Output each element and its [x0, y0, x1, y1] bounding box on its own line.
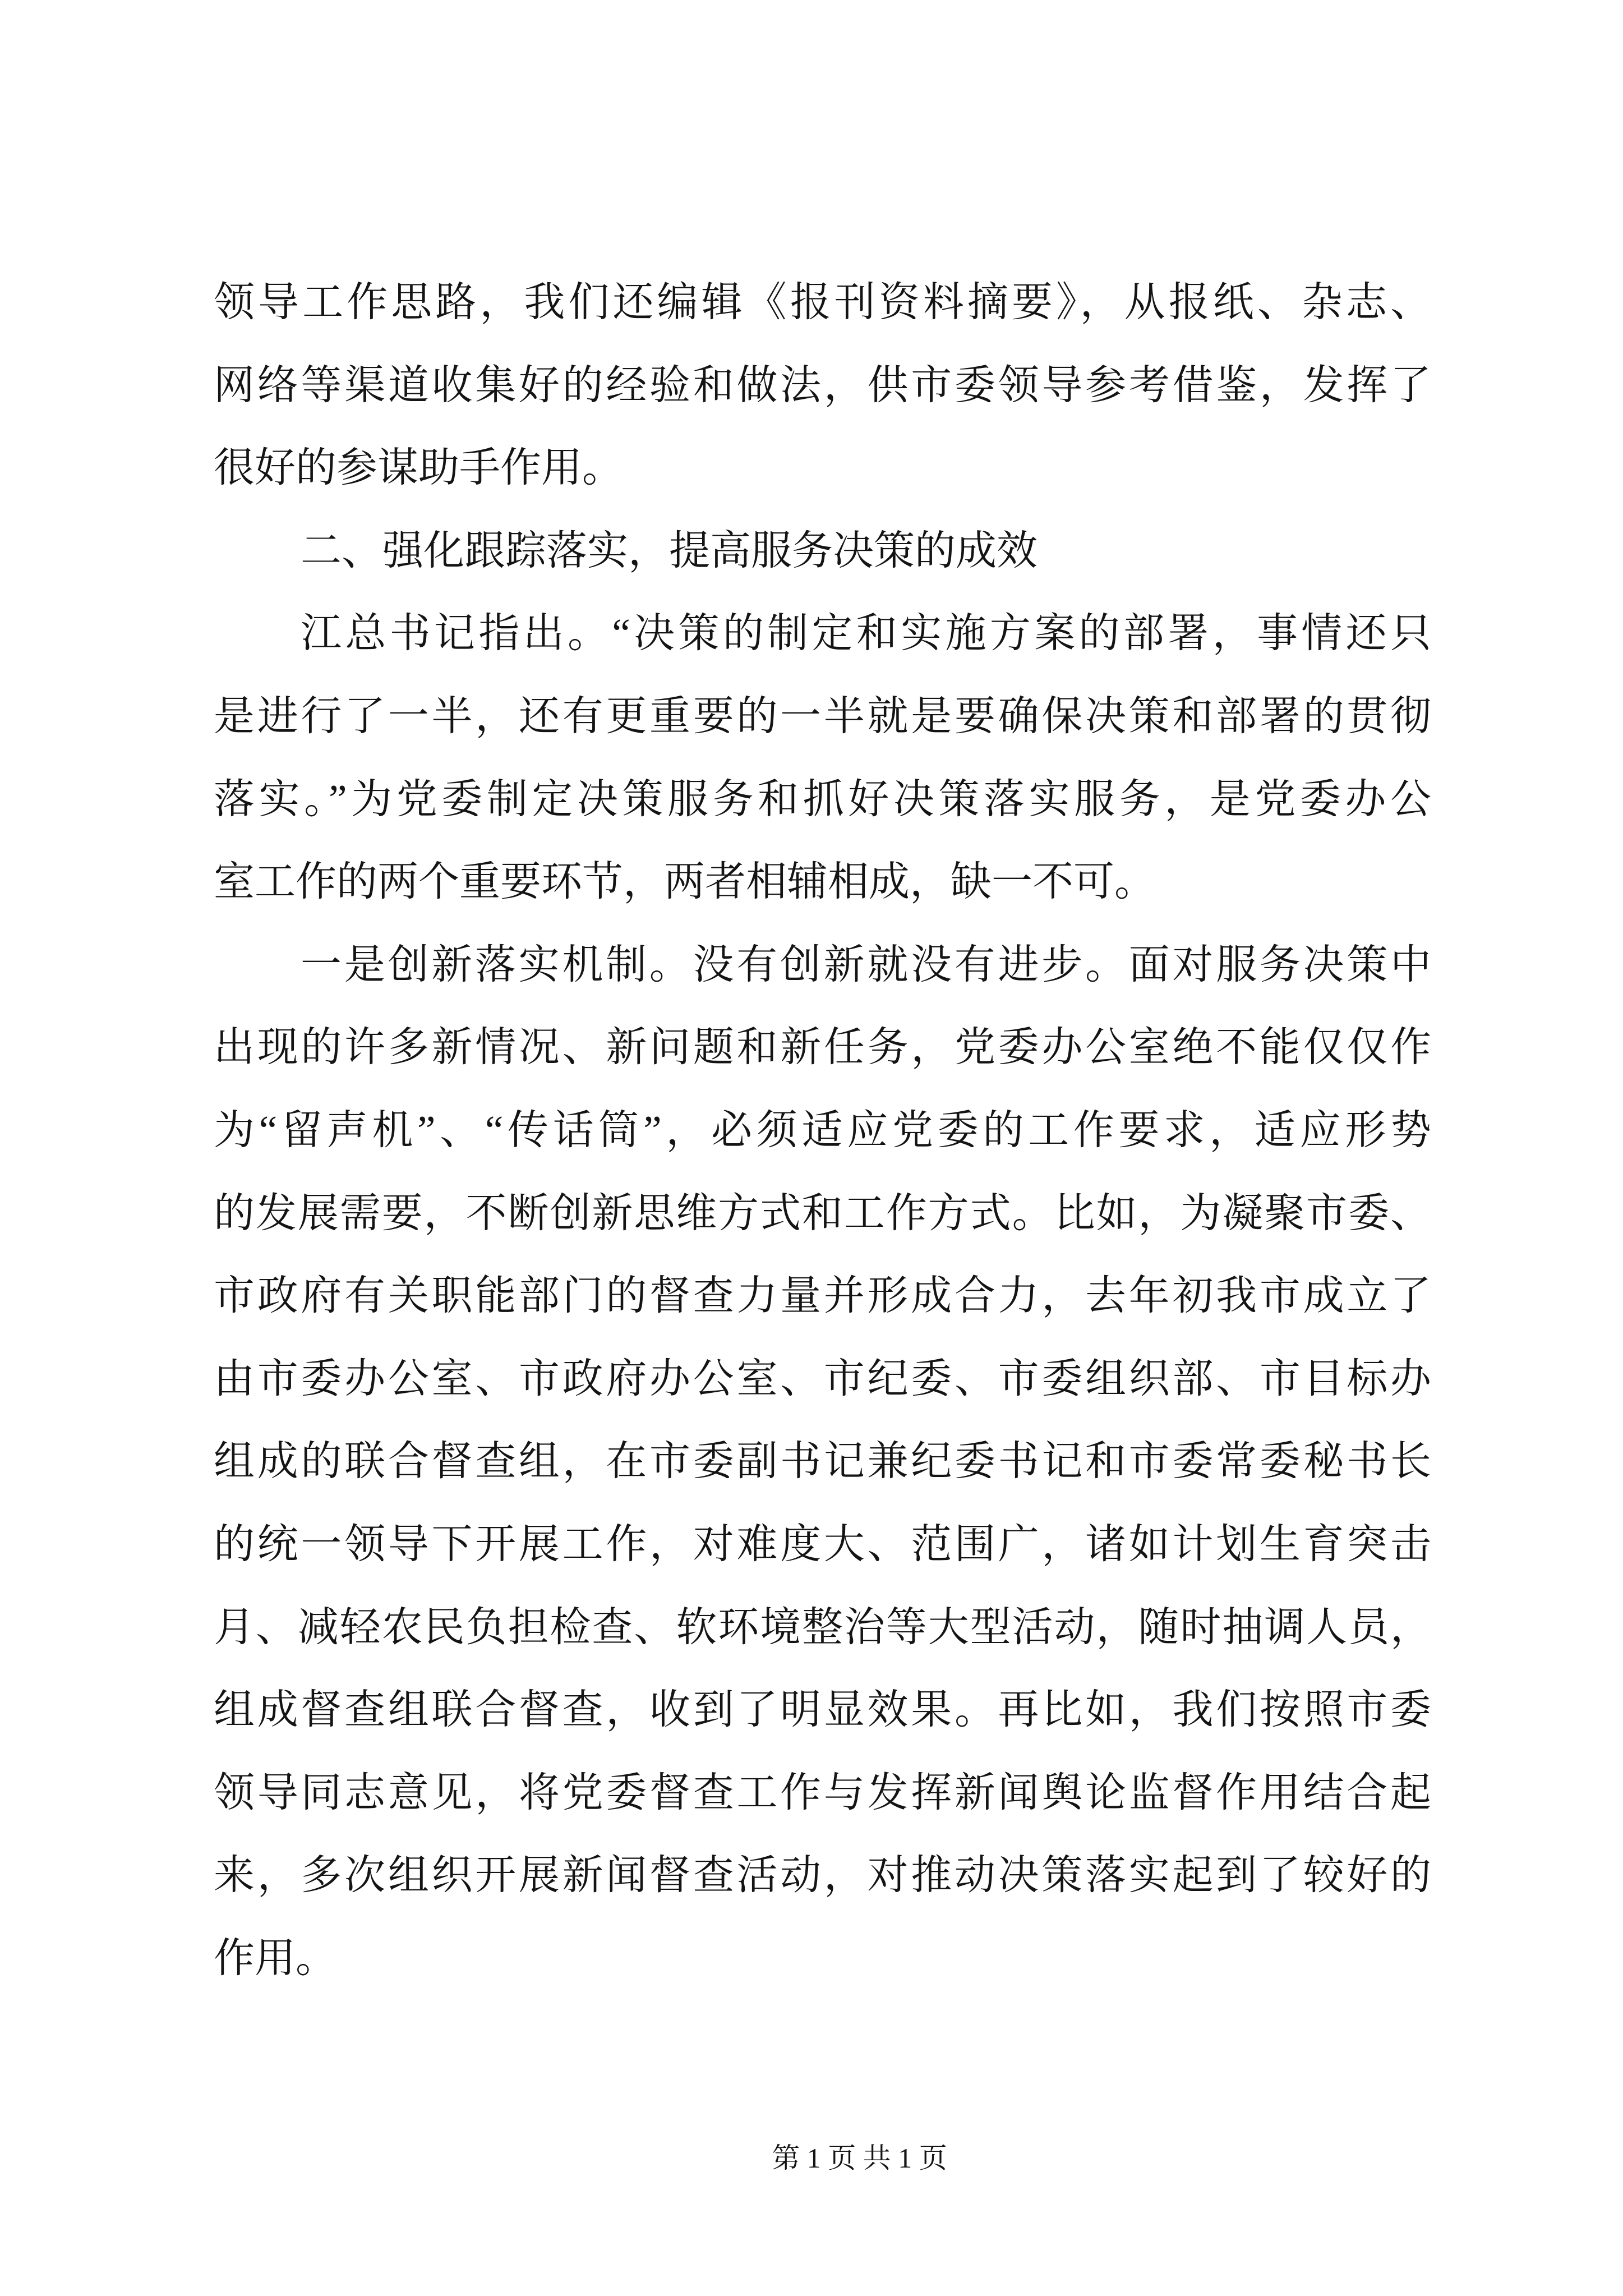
- paragraph: [214, 923, 1431, 2000]
- body-text: [214, 261, 1431, 1999]
- text-line: 由市委办公室、市政府办公室、市纪委、市委组织部、市目标办: [214, 1355, 1431, 1401]
- text-line: 很好的参谋助手作用。: [214, 445, 623, 491]
- paragraph: [214, 261, 1431, 509]
- paragraph: [214, 592, 1431, 923]
- text-line: 领导工作思路，我们还编辑《报刊资料摘要》，从报纸、杂志、: [214, 279, 1431, 325]
- text-line: 江总书记指出。“决策的制定和实施方案的部署，事情还只: [301, 610, 1431, 656]
- text-line: 作用。: [214, 1935, 336, 1981]
- text-line: 组成的联合督查组，在市委副书记兼纪委书记和市委常委秘书长: [214, 1438, 1431, 1484]
- section-heading: [214, 509, 1431, 592]
- text-line: 组成督查组联合督查，收到了明显效果。再比如，我们按照市委: [214, 1687, 1431, 1733]
- text-line: 室工作的两个重要环节，两者相辅相成，缺一不可。: [214, 859, 1155, 905]
- text-line: 出现的许多新情况、新问题和新任务，党委办公室绝不能仅仅作: [214, 1024, 1431, 1070]
- text-line: 市政府有关职能部门的督查力量并形成合力，去年初我市成立了: [214, 1273, 1431, 1319]
- text-line: 一是创新落实机制。没有创新就没有进步。面对服务决策中: [301, 941, 1431, 987]
- text-line: 网络等渠道收集好的经验和做法，供市委领导参考借鉴，发挥了: [214, 362, 1431, 408]
- text-line: 的发展需要，不断创新思维方式和工作方式。比如，为凝聚市委、: [214, 1190, 1431, 1236]
- page-footer: 第 1 页 共 1 页: [772, 2142, 947, 2174]
- text-line: 来，多次组织开展新闻督查活动，对推动决策落实起到了较好的: [214, 1852, 1431, 1898]
- text-line: 落实。”为党委制定决策服务和抓好决策落实服务，是党委办公: [214, 776, 1431, 822]
- text-line: 的统一领导下开展工作，对难度大、范围广，诸如计划生育突击: [214, 1521, 1431, 1567]
- text-line: 领导同志意见，将党委督查工作与发挥新闻舆论监督作用结合起: [214, 1769, 1431, 1815]
- text-line: 是进行了一半，还有更重要的一半就是要确保决策和部署的贯彻: [214, 693, 1431, 739]
- section-heading-text: 二、强化跟踪落实，提高服务决策的成效: [301, 527, 1038, 573]
- text-line: 月、减轻农民负担检查、软环境整治等大型活动，随时抽调人员，: [214, 1604, 1431, 1650]
- text-line: 为“留声机”、“传话筒”，必须适应党委的工作要求，适应形势: [214, 1107, 1431, 1153]
